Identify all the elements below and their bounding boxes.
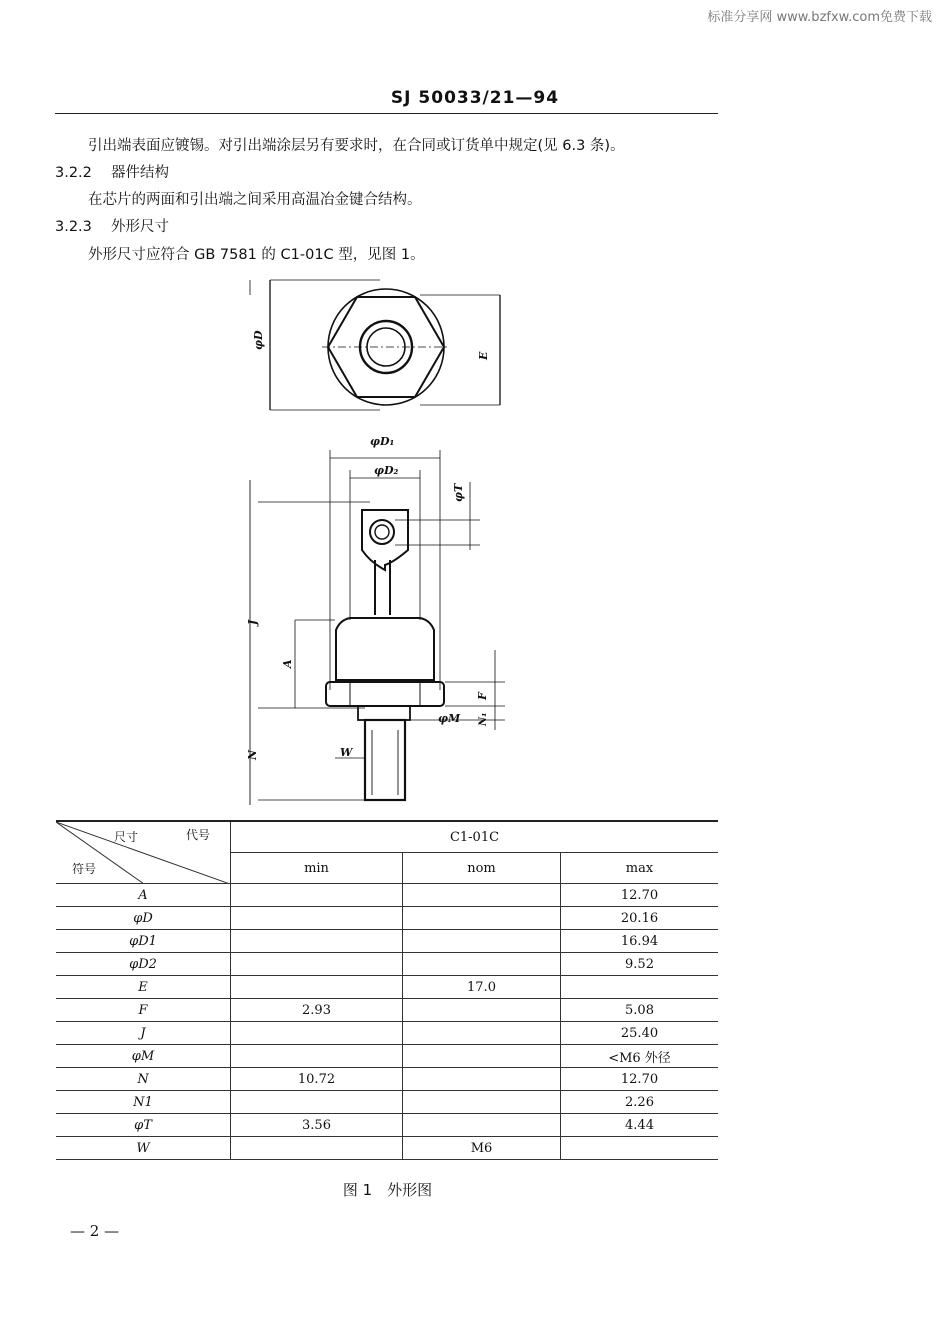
- cell-min: [231, 1091, 403, 1114]
- corner-size: 尺寸: [114, 830, 139, 844]
- section-3-2-3: [55, 215, 169, 236]
- cell-symbol: φD2: [56, 953, 231, 976]
- header-rule: [55, 113, 718, 114]
- cell-nom: [403, 1022, 561, 1045]
- table-row: [56, 907, 718, 930]
- paragraph-outline: 外形尺寸应符合 GB 7581 的 C1-01C 型，见图 1。: [88, 247, 425, 263]
- table-row: [56, 1045, 718, 1068]
- label-phiD: φD: [252, 330, 265, 350]
- cell-max: 9.52: [561, 953, 719, 976]
- cell-max: 12.70: [561, 1068, 719, 1091]
- watermark: 标准分享网 www.bzfxw.com免费下载: [707, 10, 932, 25]
- cell-symbol: φD1: [56, 930, 231, 953]
- label-J: J: [246, 619, 259, 625]
- label-phiT: φT: [452, 483, 465, 502]
- section-number: 3.2.2: [55, 165, 92, 181]
- cell-symbol: N1: [56, 1091, 231, 1114]
- corner-cell: [56, 821, 231, 884]
- cell-max: [561, 976, 719, 999]
- table-row: [56, 884, 718, 907]
- label-phiM: φM: [438, 712, 461, 725]
- cell-max: 4.44: [561, 1114, 719, 1137]
- cell-nom: [403, 884, 561, 907]
- table-row: [56, 1137, 718, 1160]
- cell-nom: [403, 930, 561, 953]
- cell-max: 2.26: [561, 1091, 719, 1114]
- table-row: [56, 1068, 718, 1091]
- table-row: [56, 1114, 718, 1137]
- label-F: F: [476, 692, 489, 700]
- cell-nom: [403, 1068, 561, 1091]
- cell-max: <M6 外径: [561, 1045, 719, 1068]
- cell-min: 3.56: [231, 1114, 403, 1137]
- paragraph-plating: 引出端表面应镀锡。对引出端涂层另有要求时，在合同或订货单中规定(见 6.3 条)。: [88, 138, 625, 154]
- cell-min: [231, 953, 403, 976]
- cell-symbol: φM: [56, 1045, 231, 1068]
- cell-symbol: J: [56, 1022, 231, 1045]
- corner-code: 代号: [186, 828, 211, 842]
- cell-nom: M6: [403, 1137, 561, 1160]
- cell-min: 10.72: [231, 1068, 403, 1091]
- cell-min: 2.93: [231, 999, 403, 1022]
- section-title: 器件结构: [111, 165, 169, 181]
- cell-symbol: F: [56, 999, 231, 1022]
- outline-drawing: [0, 270, 950, 810]
- table-row: [56, 930, 718, 953]
- dimension-table: [56, 820, 718, 1160]
- cell-max: 20.16: [561, 907, 719, 930]
- figure-caption: 图 1 外形图: [342, 1181, 433, 1199]
- corner-symbol: 符号: [72, 862, 97, 876]
- cell-max: 16.94: [561, 930, 719, 953]
- cell-nom: [403, 1091, 561, 1114]
- label-A: A: [281, 659, 294, 668]
- cell-min: [231, 1022, 403, 1045]
- cell-min: [231, 1137, 403, 1160]
- cell-nom: [403, 953, 561, 976]
- cell-symbol: φD: [56, 907, 231, 930]
- cell-min: [231, 930, 403, 953]
- cell-min: [231, 976, 403, 999]
- terminal-lug: [362, 510, 408, 615]
- cell-min: [231, 1045, 403, 1068]
- section-3-2-2: [55, 161, 169, 182]
- label-W: W: [340, 746, 353, 759]
- paragraph-structure: 在芯片的两面和引出端之间采用高温冶金键合结构。: [88, 192, 422, 208]
- table-row: [56, 1022, 718, 1045]
- cell-max: 25.40: [561, 1022, 719, 1045]
- label-N1: N₁: [478, 712, 489, 726]
- cell-nom: [403, 1114, 561, 1137]
- section-number: 3.2.3: [55, 219, 92, 235]
- cell-symbol: W: [56, 1137, 231, 1160]
- cell-symbol: A: [56, 884, 231, 907]
- table-row: [56, 1091, 718, 1114]
- device-body: [326, 618, 444, 800]
- cell-symbol: N: [56, 1068, 231, 1091]
- cell-nom: [403, 1045, 561, 1068]
- cell-symbol: φT: [56, 1114, 231, 1137]
- header-nom: nom: [403, 853, 561, 884]
- table-row: [56, 976, 718, 999]
- cell-min: [231, 907, 403, 930]
- cell-max: 12.70: [561, 884, 719, 907]
- label-phiD1: φD₁: [370, 435, 395, 448]
- header-code: C1-01C: [231, 821, 719, 853]
- label-E: E: [477, 351, 490, 360]
- cell-nom: [403, 907, 561, 930]
- label-N: N: [246, 749, 259, 760]
- cell-max: 5.08: [561, 999, 719, 1022]
- cell-min: [231, 884, 403, 907]
- header-max: max: [561, 853, 719, 884]
- cell-symbol: E: [56, 976, 231, 999]
- standard-number: SJ 50033/21—94: [390, 88, 560, 108]
- table-row: [56, 953, 718, 976]
- top-view: [250, 280, 500, 410]
- cell-max: [561, 1137, 719, 1160]
- cell-nom: 17.0: [403, 976, 561, 999]
- section-title: 外形尺寸: [111, 219, 169, 235]
- page-number: — 2 —: [70, 1222, 120, 1240]
- table-row: [56, 999, 718, 1022]
- label-phiD2: φD₂: [374, 464, 399, 477]
- header-min: min: [231, 853, 403, 884]
- cell-nom: [403, 999, 561, 1022]
